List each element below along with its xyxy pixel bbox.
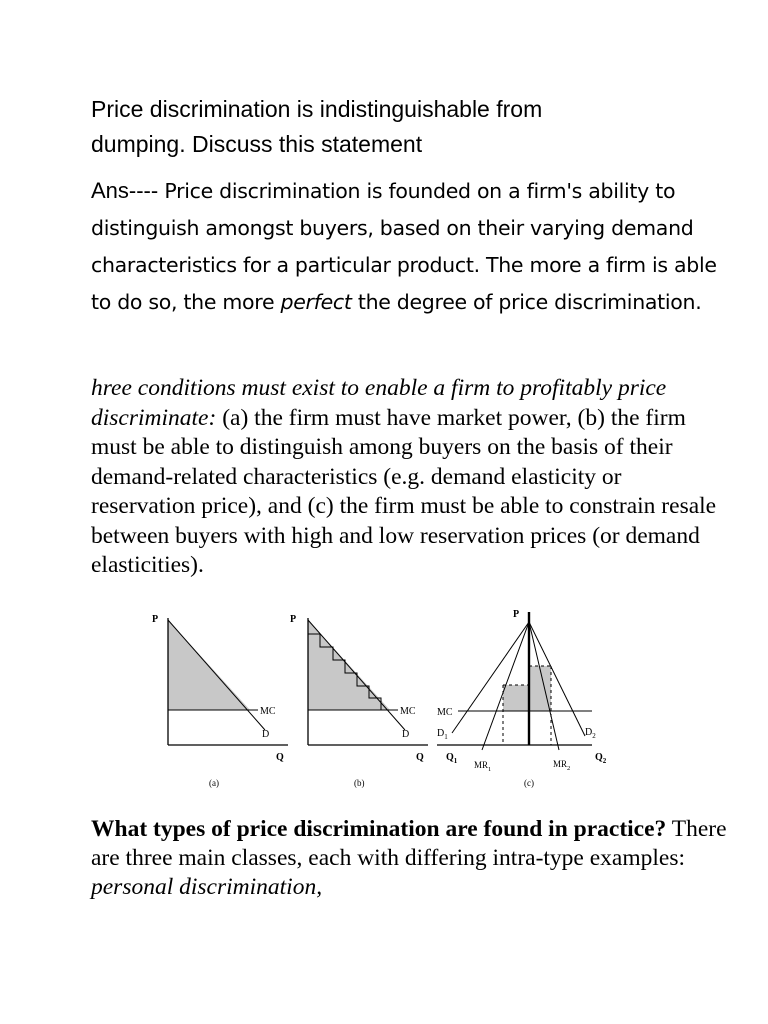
answer-emphasis: perfect <box>280 290 352 314</box>
panel-c-mr2-label <box>553 759 570 772</box>
types-italic-tail: personal discrimination, <box>91 874 323 900</box>
panel-c-d1-line <box>452 622 529 733</box>
panel-c-q1-label <box>446 752 458 765</box>
panel-a-mc-label: MC <box>260 706 276 717</box>
panel-c-mr1-label <box>474 760 491 773</box>
panel-c-p-label: P <box>513 609 520 620</box>
panel-a-d-label: D <box>262 729 270 740</box>
panel-c-d2-sub: 2 <box>592 732 596 740</box>
panel-c-caption: (c) <box>524 778 534 788</box>
conditions-paragraph <box>91 374 731 581</box>
panel-c-shaded-low <box>503 685 529 711</box>
panel-c-q1-text: Q <box>446 752 454 763</box>
question-line-2: dumping. Discuss this statement <box>91 131 423 157</box>
panel-a-caption: (a) <box>209 778 219 788</box>
types-paragraph <box>91 815 731 902</box>
panel-b <box>290 614 428 788</box>
panel-c-d1-sub: 1 <box>444 733 448 741</box>
panel-c-d2-text: D <box>585 727 593 738</box>
panel-c-q2-text: Q <box>595 752 603 763</box>
panel-b-d-label: D <box>402 729 410 740</box>
panel-c-d1-text: D <box>437 728 445 739</box>
panel-a <box>152 614 288 788</box>
types-text: There are three main classes, each with differing intra-type examples: <box>91 816 727 871</box>
panel-c-d1-label <box>437 728 448 741</box>
answer-text-end: the degree of price discrimination. <box>351 290 702 314</box>
panel-c-q2-sub: 2 <box>602 757 607 765</box>
panel-c-shaded-high <box>529 666 551 711</box>
panel-c-mc-label: MC <box>437 707 453 718</box>
price-discrimination-figure <box>140 600 620 800</box>
panel-c-mr1-sub: 1 <box>488 766 492 773</box>
panel-b-caption: (b) <box>354 778 365 788</box>
answer-text: Price discrimination is founded on a firm's ability to distinguish amongst buyers, based on their varying demand characteristics for a particular product. The more a firm is able to do so, the more <box>91 179 717 314</box>
panel-b-mc-label: MC <box>400 706 416 717</box>
figure-svg <box>140 600 620 800</box>
panel-c-d2-label <box>585 727 596 740</box>
question-line-1: Price discrimination is indistinguishable from <box>91 96 543 122</box>
panel-a-q-label: Q <box>276 752 284 763</box>
panel-c-q2-label <box>595 752 607 765</box>
panel-a-p-label: P <box>152 614 159 625</box>
panel-b-q-label: Q <box>416 752 424 763</box>
answer-lead: Ans---- <box>91 178 159 203</box>
conditions-text: (a) the firm must have market power, (b) the firm must be able to distinguish among buyers on the basis of their demand-related characteristics (e.g. demand elasticity or reservation price), and (c) the firm must be able to constrain resale between buyers with high and low reservation prices (or demand elasticities). <box>91 404 717 578</box>
question-heading <box>91 92 731 162</box>
types-question: What types of price discrimination are found in practice? <box>91 816 667 842</box>
conditions-intro: hree conditions must exist to enable a firm to profitably price discriminate: <box>91 375 667 431</box>
answer-paragraph <box>91 172 741 321</box>
panel-c-mr2-sub: 2 <box>567 765 571 772</box>
panel-c <box>437 609 607 788</box>
panel-c-mr2-text: MR <box>553 759 568 769</box>
panel-b-p-label: P <box>290 614 297 625</box>
panel-c-mr1-text: MR <box>474 760 489 770</box>
panel-c-q1-sub: 1 <box>453 757 458 765</box>
